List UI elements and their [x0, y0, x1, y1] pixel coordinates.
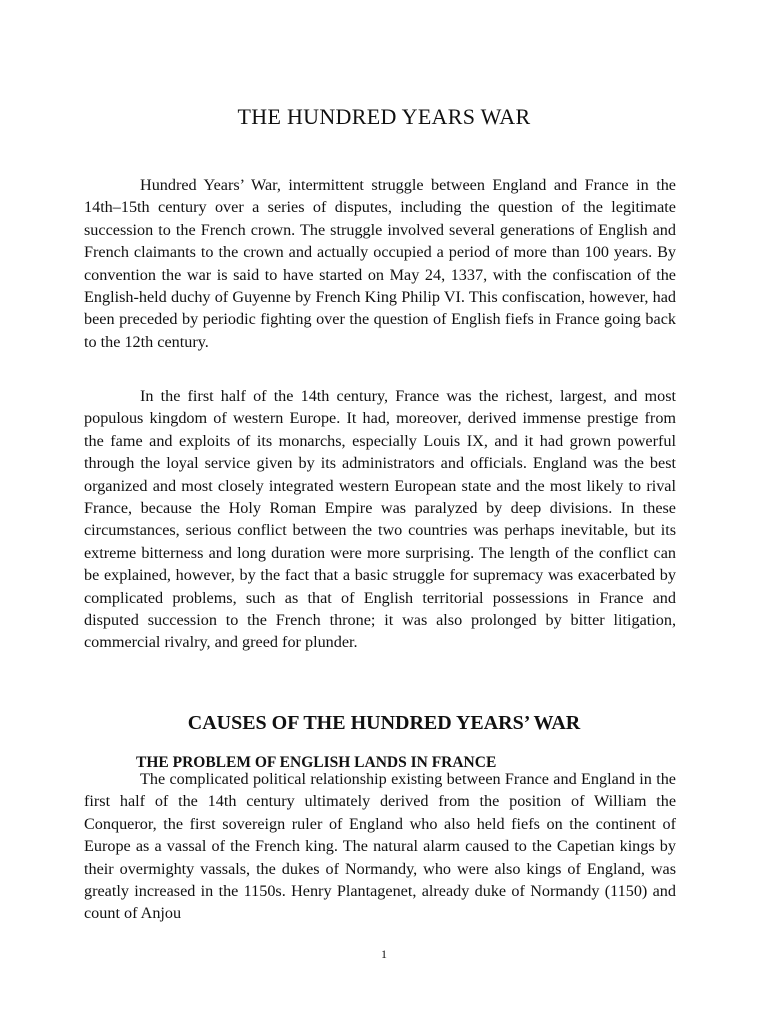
- document-title: THE HUNDRED YEARS WAR: [237, 103, 531, 129]
- sub-heading: THE PROBLEM OF ENGLISH LANDS IN FRANCE: [136, 753, 497, 771]
- paragraph-intro: Hundred Years’ War, intermittent struggle between England and France in the 14th–15th century over a series of disputes, including the question of the legitimate succession to the French crown. The struggle involved several generations of English and French claimants to the crown and actually occupied a period of more than 100 years. By convention the war is said to have started on May 24, 1337, with the confiscation of the English-held duchy of Guyenne by French King Philip VI. This confiscation, however, had been preceded by periodic fighting over the question of English fiefs in France going back to the 12th century.: [84, 176, 676, 351]
- paragraph-english-lands: The complicated political relationship existing between France and England in the first half of the 14th century ultimately derived from the position of William the Conqueror, the first sovereign ruler of England who also held fiefs on the continent of Europe as a vassal of the French king. The natural alarm caused to the Capetian kings by their overmighty vassals, the dukes of Normandy, who were also kings of England, was greatly increased in the 1150s. Henry Plantagenet, already duke of Normandy (1150) and count of Anjou: [84, 770, 676, 923]
- section-heading: CAUSES OF THE HUNDRED YEARS’ WAR: [187, 711, 581, 734]
- page-number: 1: [381, 947, 387, 961]
- paragraph-context: In the first half of the 14th century, France was the richest, largest, and most populous kingdom of western Europe. It had, moreover, derived immense prestige from the fame and exploits of its monarchs, especially Louis IX, and it had grown powerful through the loyal service given by its administrators and officials. England was the best organized and most closely integrated western European state and the most likely to rival France, because the Holy Roman Empire was paralyzed by deep divisions. In these circumstances, serious conflict between the two countries was perhaps inevitable, but its extreme bitterness and long duration were more surprising. The length of the conflict can be explained, however, by the fact that a basic struggle for supremacy was exacerbated by complicated problems, such as that of English territorial possessions in France and disputed succession to the French throne; it was also prolonged by bitter litigation, commercial rivalry, and greed for plunder.: [84, 387, 676, 652]
